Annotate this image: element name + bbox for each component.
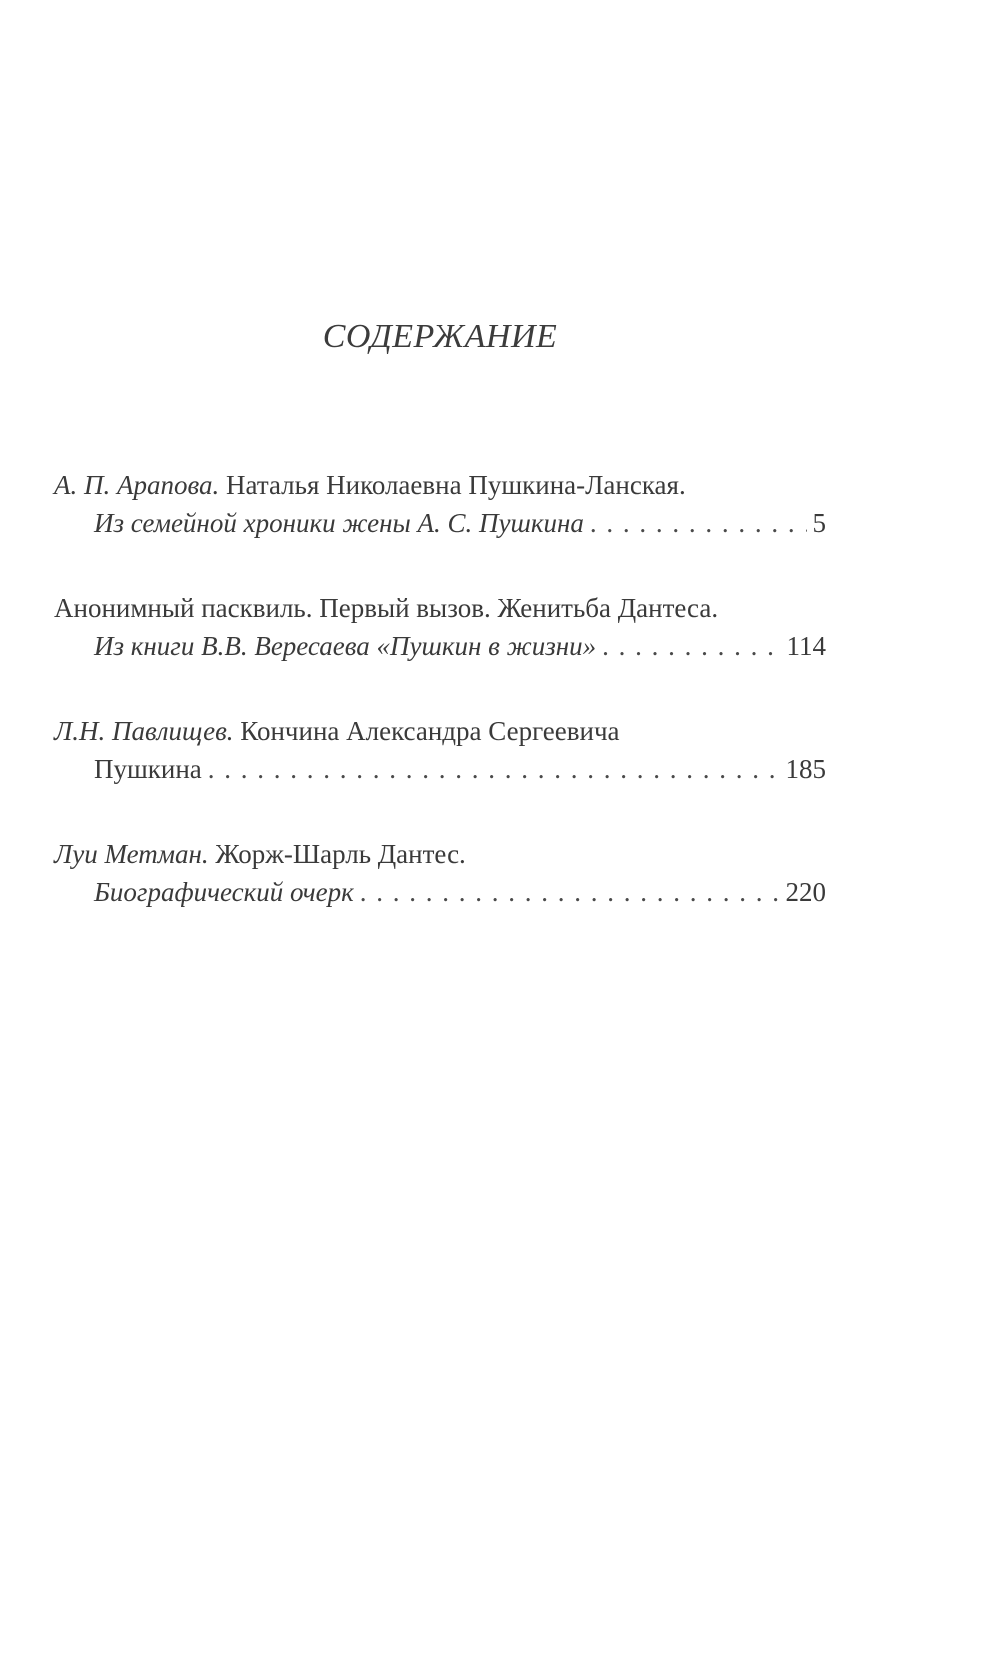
dot-leader — [590, 504, 807, 542]
toc-entry-page-number: 185 — [785, 754, 826, 784]
toc-list — [54, 466, 826, 958]
toc-entry-subtitle-line — [54, 504, 826, 542]
dot-leader — [208, 750, 780, 788]
dot-leader — [602, 627, 780, 665]
toc-entry-subtitle: Пушкина — [94, 754, 202, 784]
toc-entry-title: Жорж-Шарль Дантес. — [215, 839, 466, 869]
toc-entry-page-number: 114 — [786, 631, 826, 661]
toc-entry-title: Кончина Александра Сергеевича — [240, 716, 620, 746]
dot-leader — [360, 873, 780, 911]
toc-entry-title: Наталья Николаевна Пушкина-Ланская. — [226, 470, 686, 500]
toc-entry-title: Анонимный пасквиль. Первый вызов. Женитьба Дантеса. — [54, 593, 719, 623]
toc-entry-heading-line — [54, 712, 826, 750]
toc-entry-subtitle-line — [54, 750, 826, 788]
toc-entry-author: Л.Н. Павлищев. — [54, 716, 234, 746]
toc-entry-heading-line — [54, 589, 826, 627]
toc-entry-subtitle: Из книги В.В. Вересаева «Пушкин в жизни» — [94, 631, 597, 661]
toc-entry-author: Луи Метман. — [54, 839, 209, 869]
toc-entry-page-number: 5 — [812, 508, 826, 538]
toc-entry-page-number: 220 — [785, 877, 826, 907]
toc-entry-heading-line — [54, 466, 826, 504]
toc-entry — [54, 466, 826, 542]
toc-entry — [54, 712, 826, 788]
toc-heading: СОДЕРЖАНИЕ — [322, 318, 558, 355]
toc-entry-subtitle: Биографический очерк — [94, 877, 354, 907]
toc-entry — [54, 835, 826, 911]
toc-entry-subtitle-line — [54, 873, 826, 911]
toc-entry-author: А. П. Арапова. — [54, 470, 220, 500]
toc-entry-subtitle-line — [54, 627, 826, 665]
toc-entry-subtitle: Из семейной хроники жены А. С. Пушкина — [94, 508, 584, 538]
toc-entry-heading-line — [54, 835, 826, 873]
toc-entry — [54, 589, 826, 665]
